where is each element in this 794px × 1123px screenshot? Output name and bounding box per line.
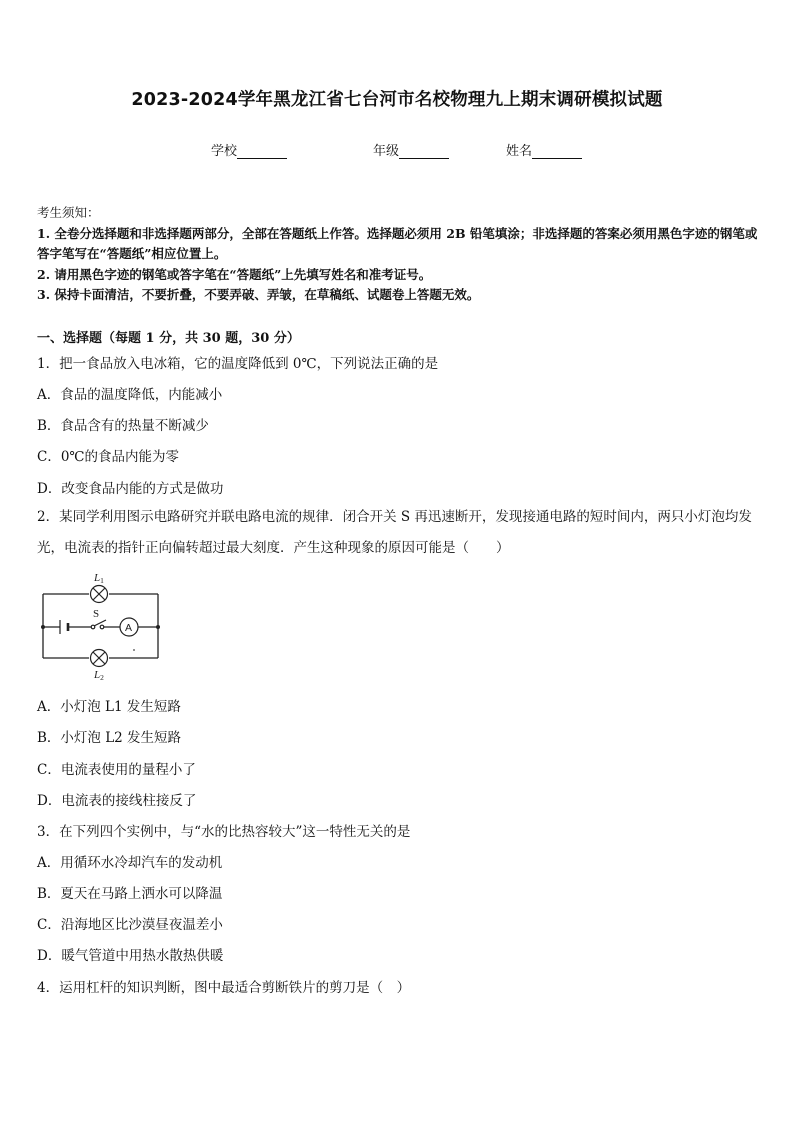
- exam-notice: [37, 203, 759, 306]
- school-field: [211, 140, 287, 159]
- section-heading: 一、选择题（每题 1 分，共 30 题，30 分）: [37, 331, 300, 346]
- grade-label: 年级: [373, 144, 400, 159]
- question-1-option-a: A．食品的温度降低，内能减小: [37, 387, 223, 403]
- question-4-stem: 4．运用杠杆的知识判断，图中最适合剪断铁片的剪刀是（ ）: [37, 980, 411, 996]
- lamp-l2-symbol: [91, 650, 108, 667]
- question-2-stem: 2．某同学利用图示电路研究并联电路电流的规律．闭合开关 S 再迅速断开，发现接通电路的短时间内，两只小灯泡均发光，电流表的指针正向偏转超过最大刻度．产生这种现象的原因可能是（ ）: [37, 509, 752, 556]
- circuit-diagram: [36, 570, 166, 680]
- name-blank: [532, 144, 582, 159]
- junction-right: [156, 625, 160, 629]
- notice-item-2: 2. 请用黑色字迹的钢笔或答字笔在“答题纸”上先填写姓名和准考证号。: [37, 266, 432, 282]
- switch-label: S: [93, 608, 100, 620]
- question-1-stem: 1．把一食品放入电冰箱，它的温度降低到 0℃，下列说法正确的是: [37, 356, 439, 372]
- question-2-option-a: A．小灯泡 L1 发生短路: [37, 699, 181, 715]
- exam-title: 2023-2024学年黑龙江省七台河市名校物理九上期末调研模拟试题: [131, 90, 663, 110]
- notice-item-3: 3. 保持卡面清洁，不要折叠，不要弄破、弄皱，在草稿纸、试题卷上答题无效。: [37, 287, 480, 302]
- stray-dot: [133, 649, 135, 651]
- question-2-option-d: D．电流表的接线柱接反了: [37, 793, 197, 809]
- question-3-stem: 3．在下列四个实例中，与“水的比热容较大”这一特性无关的是: [37, 824, 411, 840]
- notice-heading: 考生须知：: [37, 205, 100, 220]
- name-field: [506, 140, 582, 159]
- grade-field: [373, 140, 449, 159]
- notice-item-1: 1. 全卷分选择题和非选择题两部分，全部在答题纸上作答。选择题必须用 2B 铅笔填涂；非选择题的答案必须用黑色字迹的钢笔或答字笔写在“答题纸”相应位置上。: [37, 225, 758, 261]
- name-label: 姓名: [506, 144, 533, 159]
- school-blank: [237, 144, 287, 159]
- question-1-option-b: B．食品含有的热量不断减少: [37, 418, 209, 434]
- switch-symbol: [91, 620, 106, 629]
- question-3-option-a: A．用循环水冷却汽车的发动机: [37, 855, 223, 871]
- question-2-option-b: B．小灯泡 L2 发生短路: [37, 730, 182, 746]
- ammeter-symbol: [120, 618, 138, 636]
- lamp-l1-label: L1: [94, 572, 104, 585]
- grade-blank: [399, 144, 449, 159]
- question-1-option-d: D．改变食品内能的方式是做功: [37, 481, 224, 497]
- question-2-option-c: C．电流表使用的量程小了: [37, 762, 196, 778]
- lamp-l1-symbol: [91, 586, 108, 603]
- question-3-option-c: C．沿海地区比沙漠昼夜温差小: [37, 917, 223, 933]
- junction-left: [41, 625, 45, 629]
- battery-symbol: [60, 620, 68, 634]
- student-info-row: [0, 140, 794, 160]
- ammeter-label: A: [125, 622, 133, 634]
- lamp-l2-label: L2: [94, 669, 104, 680]
- question-3-option-d: D．暖气管道中用热水散热供暖: [37, 948, 224, 964]
- question-3-option-b: B．夏天在马路上洒水可以降温: [37, 886, 223, 902]
- question-1-option-c: C．0℃的食品内能为零: [37, 449, 180, 465]
- school-label: 学校: [211, 144, 238, 159]
